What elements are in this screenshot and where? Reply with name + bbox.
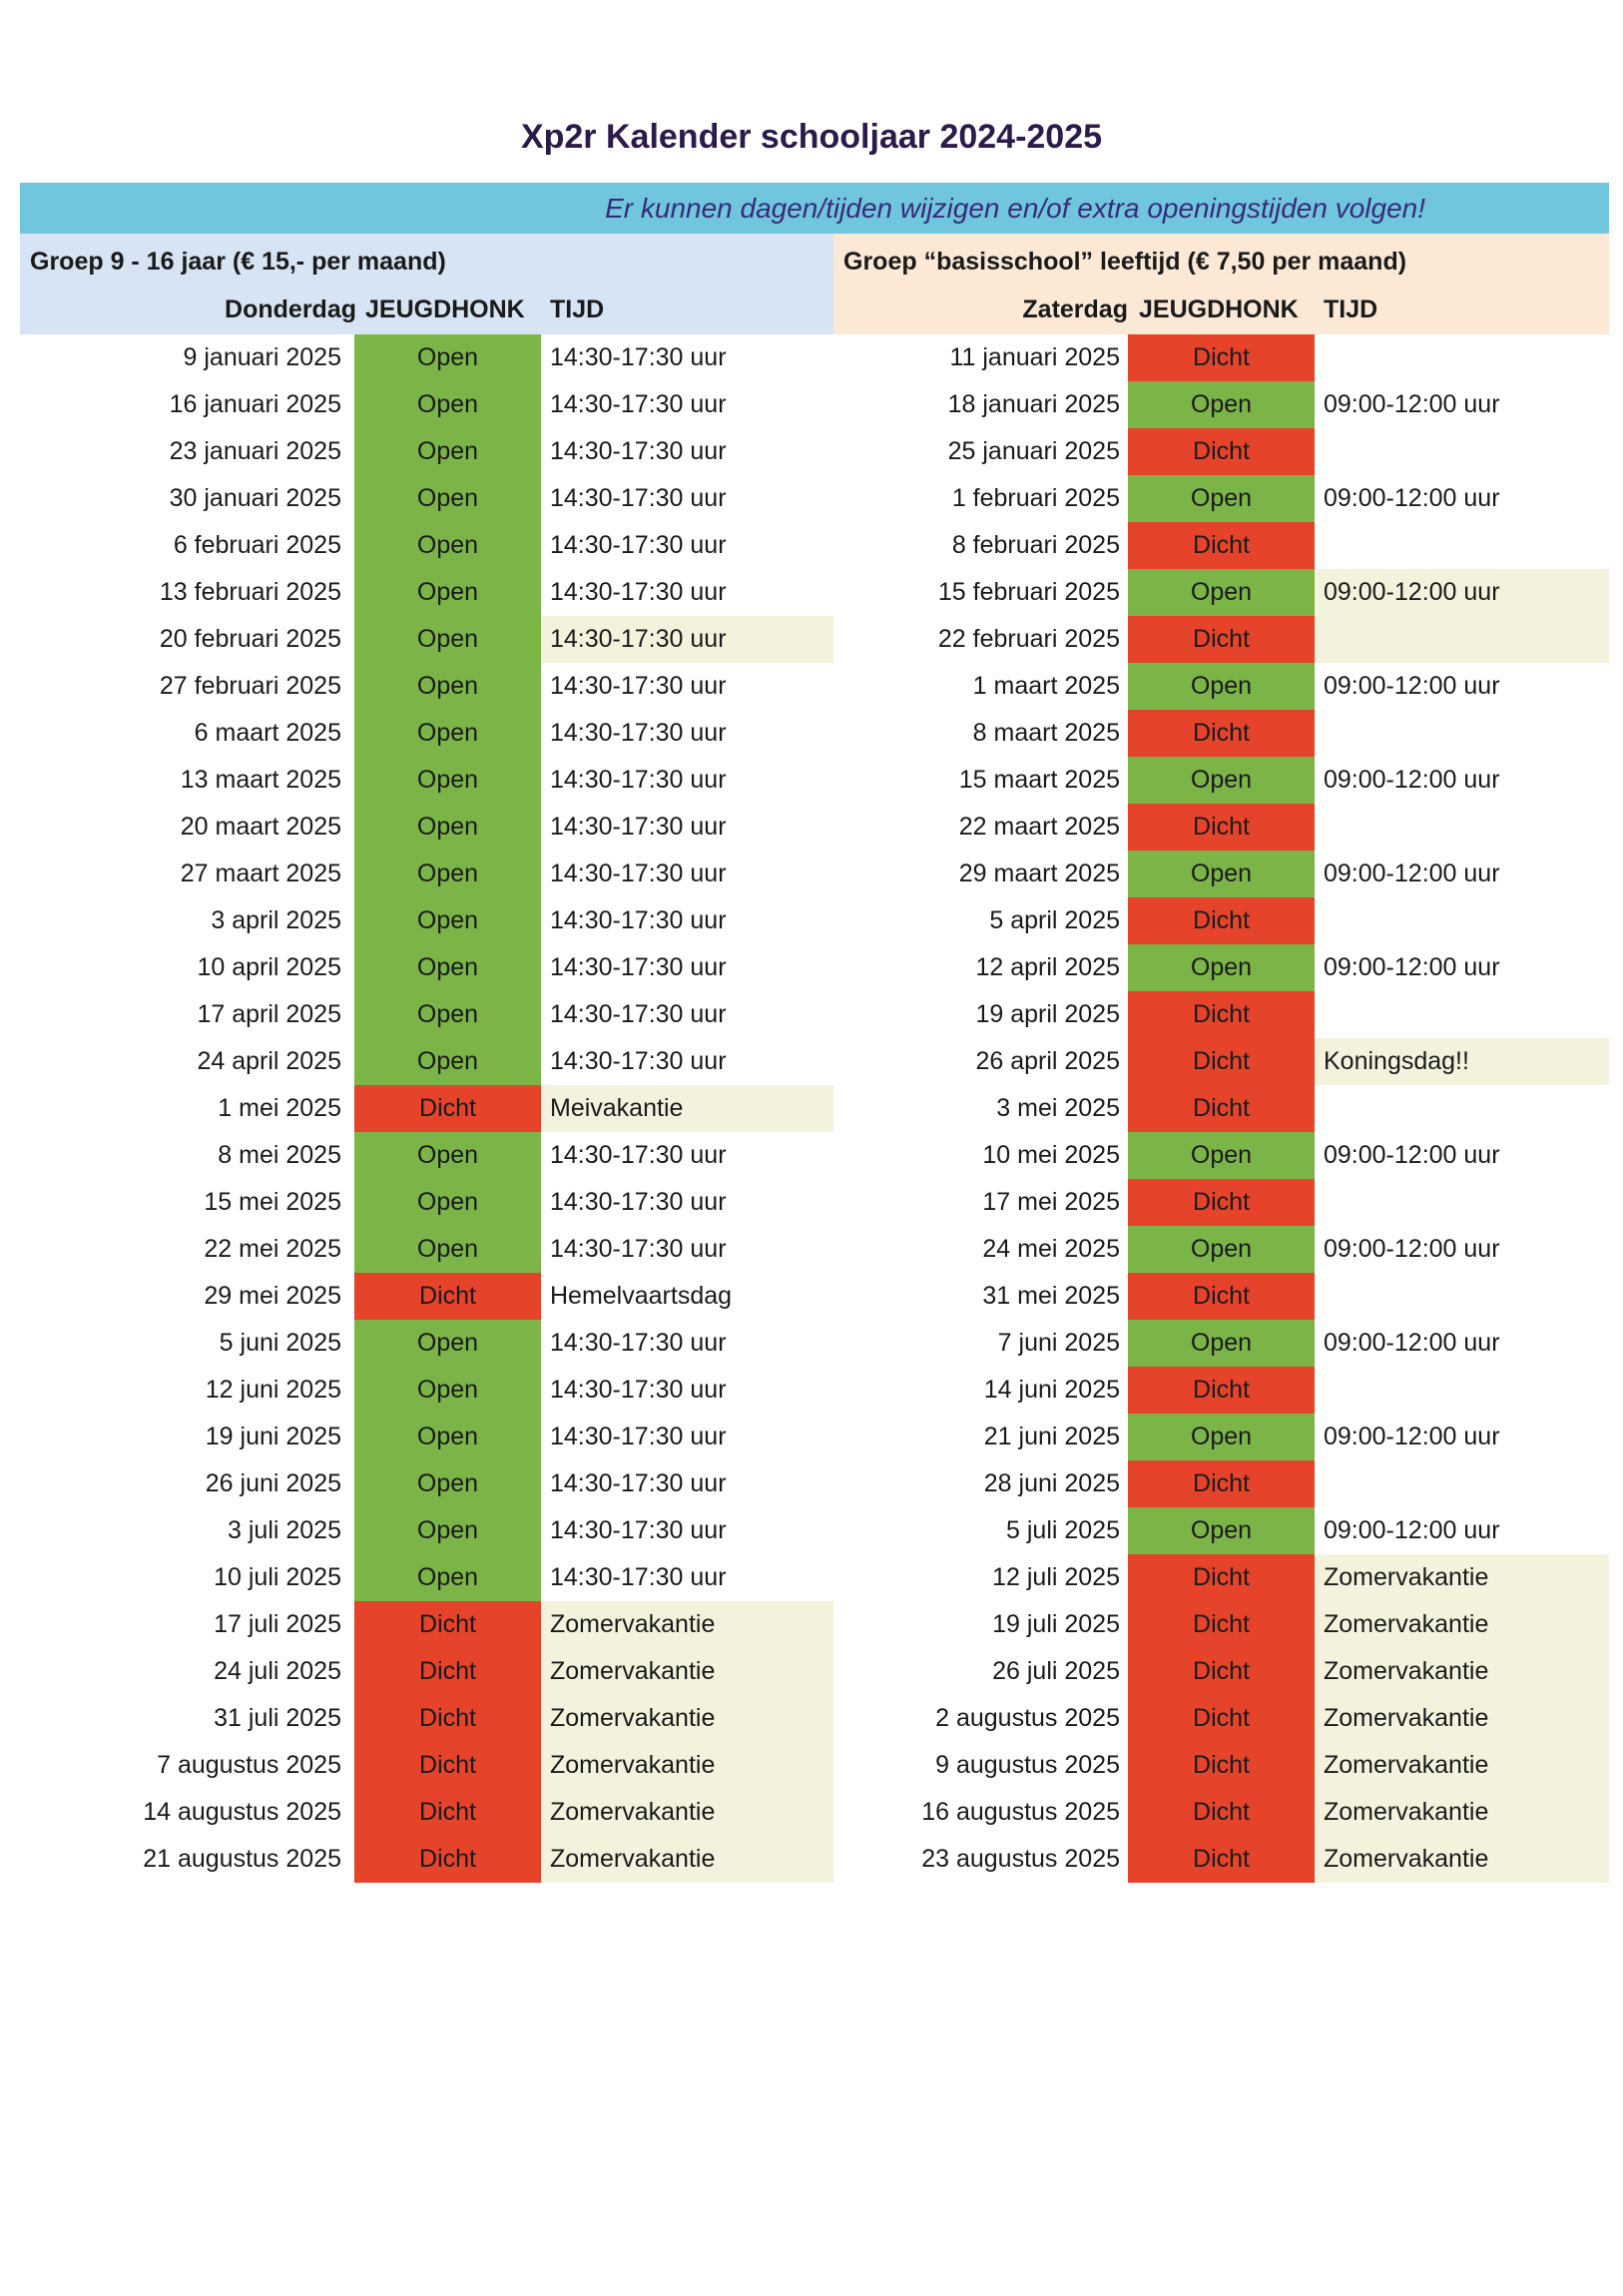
table-row (20, 1507, 833, 1554)
table-row (833, 1648, 1609, 1695)
time-note-cell: Zomervakantie (541, 1836, 833, 1883)
status-badge: Open (354, 1179, 541, 1226)
date-cell: 17 juli 2025 (214, 1610, 341, 1638)
table-row (833, 663, 1609, 710)
date-cell: 10 april 2025 (197, 953, 341, 981)
table-row (833, 1085, 1609, 1132)
date-cell: 17 april 2025 (197, 1000, 341, 1028)
time-note-cell: 14:30-17:30 uur (550, 719, 727, 747)
date-cell: 12 juli 2025 (992, 1563, 1120, 1591)
status-badge: Open (354, 522, 541, 569)
date-cell: 20 februari 2025 (159, 625, 341, 653)
status-badge: Dicht (1128, 428, 1315, 475)
date-cell: 3 juli 2025 (228, 1516, 341, 1544)
date-cell: 15 maart 2025 (958, 766, 1120, 794)
date-cell: 17 mei 2025 (982, 1188, 1120, 1216)
date-cell: 6 maart 2025 (194, 719, 341, 747)
status-badge: Dicht (354, 1085, 541, 1132)
status-badge: Open (354, 381, 541, 428)
date-cell: 15 mei 2025 (204, 1188, 341, 1216)
date-cell: 22 mei 2025 (204, 1235, 341, 1263)
table-row (833, 1179, 1609, 1226)
status-badge: Dicht (1128, 1085, 1315, 1132)
right-day-header: Zaterdag (1022, 295, 1128, 323)
table-row (833, 334, 1609, 381)
time-note-cell: 14:30-17:30 uur (550, 672, 727, 700)
time-note-cell: 14:30-17:30 uur (550, 1376, 727, 1404)
time-note-cell: 09:00-12:00 uur (1324, 1235, 1500, 1263)
status-badge: Open (354, 1367, 541, 1414)
status-badge: Open (1128, 944, 1315, 991)
table-row (833, 381, 1609, 428)
time-note-cell: 09:00-12:00 uur (1324, 1141, 1500, 1169)
table-row (20, 757, 833, 804)
time-note-cell: Zomervakantie (1315, 1601, 1609, 1648)
date-cell: 8 maart 2025 (972, 719, 1120, 747)
status-badge: Open (354, 569, 541, 616)
time-note-cell: 09:00-12:00 uur (1324, 1423, 1500, 1450)
time-note-cell: 09:00-12:00 uur (1324, 1329, 1500, 1357)
time-note-cell: Koningsdag!! (1315, 1038, 1609, 1085)
table-row (20, 851, 833, 897)
left-schedule-table (20, 334, 833, 1883)
notice-text: Er kunnen dagen/tijden wijzigen en/of extra openingstijden volgen! (605, 192, 1425, 224)
time-note-cell (1315, 1460, 1609, 1507)
date-cell: 5 april 2025 (989, 906, 1120, 934)
table-row (20, 1460, 833, 1507)
table-row (20, 1414, 833, 1460)
status-badge: Open (354, 851, 541, 897)
status-badge: Dicht (354, 1789, 541, 1836)
status-badge: Open (1128, 569, 1315, 616)
time-note-cell: 09:00-12:00 uur (1324, 672, 1500, 700)
date-cell: 29 maart 2025 (958, 860, 1120, 887)
time-note-cell (1315, 522, 1609, 569)
status-badge: Open (354, 1507, 541, 1554)
status-badge: Dicht (1128, 991, 1315, 1038)
time-note-cell: 14:30-17:30 uur (550, 1329, 727, 1357)
table-row (20, 991, 833, 1038)
date-cell: 5 juli 2025 (1006, 1516, 1120, 1544)
left-group-title: Groep 9 - 16 jaar (€ 15,- per maand) (30, 248, 446, 276)
time-note-cell (1315, 897, 1609, 944)
time-note-cell: 14:30-17:30 uur (550, 953, 727, 981)
table-row (20, 428, 833, 475)
table-row (20, 1320, 833, 1367)
time-note-cell (1315, 1179, 1609, 1226)
time-note-cell: 09:00-12:00 uur (1324, 484, 1500, 512)
table-row (20, 1085, 833, 1132)
date-cell: 1 maart 2025 (972, 672, 1120, 700)
time-note-cell: Zomervakantie (541, 1648, 833, 1695)
time-note-cell (1315, 334, 1609, 381)
status-badge: Open (354, 663, 541, 710)
table-row (833, 1742, 1609, 1789)
time-note-cell: 14:30-17:30 uur (550, 1000, 727, 1028)
status-badge: Open (354, 944, 541, 991)
date-cell: 31 juli 2025 (214, 1704, 341, 1732)
status-badge: Open (1128, 381, 1315, 428)
date-cell: 19 april 2025 (975, 1000, 1120, 1028)
date-cell: 26 juni 2025 (205, 1469, 341, 1497)
date-cell: 7 augustus 2025 (157, 1751, 341, 1779)
date-cell: 11 januari 2025 (949, 343, 1120, 371)
date-cell: 27 februari 2025 (159, 672, 341, 700)
status-badge: Dicht (1128, 1179, 1315, 1226)
time-note-cell: Zomervakantie (541, 1695, 833, 1742)
status-badge: Open (354, 428, 541, 475)
status-badge: Open (354, 1226, 541, 1273)
table-row (20, 1789, 833, 1836)
status-badge: Dicht (1128, 804, 1315, 851)
status-badge: Dicht (1128, 1695, 1315, 1742)
time-note-cell: Zomervakantie (1315, 1554, 1609, 1601)
status-badge: Open (354, 1132, 541, 1179)
right-time-header: TIJD (1324, 295, 1378, 323)
date-cell: 3 april 2025 (211, 906, 341, 934)
status-badge: Dicht (1128, 1601, 1315, 1648)
status-badge: Open (354, 1414, 541, 1460)
time-note-cell (1315, 991, 1609, 1038)
table-row (833, 1367, 1609, 1414)
table-row (20, 1836, 833, 1883)
table-row (20, 804, 833, 851)
date-cell: 24 april 2025 (197, 1047, 341, 1075)
status-badge: Open (1128, 475, 1315, 522)
date-cell: 6 februari 2025 (173, 531, 341, 559)
time-note-cell: 14:30-17:30 uur (550, 1235, 727, 1263)
table-row (833, 522, 1609, 569)
table-row (20, 616, 833, 663)
right-group-title: Groep “basisschool” leeftijd (€ 7,50 per maand) (843, 248, 1407, 276)
table-row (20, 475, 833, 522)
date-cell: 15 februari 2025 (937, 578, 1120, 606)
time-note-cell: 14:30-17:30 uur (550, 766, 727, 794)
table-row (20, 1742, 833, 1789)
time-note-cell: 14:30-17:30 uur (550, 860, 727, 887)
status-badge: Dicht (354, 1742, 541, 1789)
date-cell: 20 maart 2025 (180, 813, 341, 841)
status-badge: Open (1128, 851, 1315, 897)
table-row (20, 944, 833, 991)
table-row (833, 616, 1609, 663)
time-note-cell: 09:00-12:00 uur (1324, 953, 1500, 981)
time-note-cell: 14:30-17:30 uur (541, 616, 833, 663)
status-badge: Open (1128, 757, 1315, 804)
date-cell: 16 januari 2025 (169, 390, 341, 418)
table-row (20, 522, 833, 569)
status-badge: Open (354, 1320, 541, 1367)
time-note-cell: 14:30-17:30 uur (550, 1141, 727, 1169)
status-badge: Open (354, 1554, 541, 1601)
status-badge: Open (354, 475, 541, 522)
table-row (833, 991, 1609, 1038)
time-note-cell (1315, 616, 1609, 663)
date-cell: 24 juli 2025 (214, 1657, 341, 1685)
time-note-cell: 09:00-12:00 uur (1315, 569, 1609, 616)
status-badge: Dicht (1128, 1648, 1315, 1695)
status-badge: Open (1128, 1320, 1315, 1367)
date-cell: 24 mei 2025 (982, 1235, 1120, 1263)
date-cell: 2 augustus 2025 (935, 1704, 1120, 1732)
table-row (833, 1132, 1609, 1179)
date-cell: 29 mei 2025 (204, 1282, 341, 1310)
status-badge: Dicht (1128, 1460, 1315, 1507)
table-row (833, 1836, 1609, 1883)
date-cell: 5 juni 2025 (219, 1329, 341, 1357)
date-cell: 27 maart 2025 (180, 860, 341, 887)
right-status-header: JEUGDHONK (1139, 295, 1299, 323)
date-cell: 9 januari 2025 (183, 343, 341, 371)
date-cell: 16 augustus 2025 (921, 1798, 1120, 1826)
date-cell: 19 juli 2025 (992, 1610, 1120, 1638)
status-badge: Open (1128, 1226, 1315, 1273)
table-row (833, 475, 1609, 522)
date-cell: 13 maart 2025 (180, 766, 341, 794)
time-note-cell: 14:30-17:30 uur (550, 531, 727, 559)
table-row (833, 757, 1609, 804)
table-row (20, 1648, 833, 1695)
date-cell: 12 juni 2025 (205, 1376, 341, 1404)
time-note-cell: Zomervakantie (541, 1742, 833, 1789)
time-note-cell: Meivakantie (541, 1085, 833, 1132)
date-cell: 21 augustus 2025 (143, 1845, 341, 1873)
date-cell: 19 juni 2025 (205, 1423, 341, 1450)
status-badge: Dicht (1128, 710, 1315, 757)
table-row (833, 428, 1609, 475)
table-row (20, 1132, 833, 1179)
date-cell: 26 april 2025 (975, 1047, 1120, 1075)
status-badge: Dicht (1128, 616, 1315, 663)
date-cell: 22 maart 2025 (958, 813, 1120, 841)
table-row (20, 381, 833, 428)
time-note-cell (1315, 1085, 1609, 1132)
time-note-cell: 09:00-12:00 uur (1324, 1516, 1500, 1544)
time-note-cell: 14:30-17:30 uur (550, 343, 727, 371)
date-cell: 23 augustus 2025 (921, 1845, 1120, 1873)
date-cell: 8 mei 2025 (218, 1141, 341, 1169)
date-cell: 14 augustus 2025 (143, 1798, 341, 1826)
table-row (833, 1554, 1609, 1601)
table-row (20, 663, 833, 710)
status-badge: Dicht (1128, 1367, 1315, 1414)
status-badge: Dicht (1128, 1742, 1315, 1789)
time-note-cell: Zomervakantie (1315, 1695, 1609, 1742)
table-row (20, 1273, 833, 1320)
table-row (833, 944, 1609, 991)
page-title: Xp2r Kalender schooljaar 2024-2025 (520, 118, 1103, 156)
status-badge: Dicht (354, 1273, 541, 1320)
time-note-cell: Zomervakantie (541, 1789, 833, 1836)
status-badge: Open (354, 334, 541, 381)
left-group-header (20, 234, 833, 334)
status-badge: Dicht (354, 1695, 541, 1742)
date-cell: 28 juni 2025 (983, 1469, 1120, 1497)
table-row (833, 1460, 1609, 1507)
time-note-cell (1315, 710, 1609, 757)
date-cell: 14 juni 2025 (983, 1376, 1120, 1404)
table-row (833, 1695, 1609, 1742)
status-badge: Open (354, 897, 541, 944)
table-row (833, 897, 1609, 944)
table-row (20, 1367, 833, 1414)
status-badge: Open (354, 616, 541, 663)
table-row (833, 1789, 1609, 1836)
date-cell: 22 februari 2025 (937, 625, 1120, 653)
status-badge: Open (1128, 1414, 1315, 1460)
table-row (833, 710, 1609, 757)
time-note-cell: 14:30-17:30 uur (550, 578, 727, 606)
date-cell: 13 februari 2025 (159, 578, 341, 606)
table-row (20, 897, 833, 944)
date-cell: 21 juni 2025 (983, 1423, 1120, 1450)
status-badge: Dicht (1128, 897, 1315, 944)
status-badge: Dicht (1128, 1273, 1315, 1320)
table-row (833, 1507, 1609, 1554)
date-cell: 8 februari 2025 (951, 531, 1120, 559)
time-note-cell (1315, 804, 1609, 851)
table-row (833, 1038, 1609, 1085)
time-note-cell: 14:30-17:30 uur (550, 437, 727, 465)
date-cell: 18 januari 2025 (947, 390, 1120, 418)
date-cell: 12 april 2025 (975, 953, 1120, 981)
date-cell: 26 juli 2025 (992, 1657, 1120, 1685)
table-row (20, 569, 833, 616)
date-cell: 1 mei 2025 (218, 1094, 341, 1122)
status-badge: Dicht (1128, 522, 1315, 569)
time-note-cell: 14:30-17:30 uur (550, 1516, 727, 1544)
status-badge: Dicht (1128, 334, 1315, 381)
status-badge: Open (354, 991, 541, 1038)
status-badge: Open (1128, 663, 1315, 710)
time-note-cell (1315, 1367, 1609, 1414)
table-row (20, 1038, 833, 1085)
status-badge: Open (354, 1460, 541, 1507)
table-row (833, 851, 1609, 897)
date-cell: 7 juni 2025 (997, 1329, 1120, 1357)
status-badge: Dicht (354, 1601, 541, 1648)
time-note-cell: Zomervakantie (541, 1601, 833, 1648)
left-time-header: TIJD (550, 295, 605, 323)
time-note-cell: Zomervakantie (1315, 1789, 1609, 1836)
time-note-cell: 09:00-12:00 uur (1324, 766, 1500, 794)
left-status-header: JEUGDHONK (365, 295, 525, 323)
time-note-cell: Zomervakantie (1315, 1836, 1609, 1883)
time-note-cell: 14:30-17:30 uur (550, 390, 727, 418)
status-badge: Dicht (1128, 1554, 1315, 1601)
status-badge: Dicht (1128, 1038, 1315, 1085)
date-cell: 25 januari 2025 (947, 437, 1120, 465)
table-row (833, 1601, 1609, 1648)
status-badge: Dicht (1128, 1836, 1315, 1883)
status-badge: Open (1128, 1132, 1315, 1179)
date-cell: 3 mei 2025 (996, 1094, 1120, 1122)
date-cell: 10 juli 2025 (214, 1563, 341, 1591)
table-row (833, 1414, 1609, 1460)
time-note-cell (1315, 1273, 1609, 1320)
time-note-cell: 14:30-17:30 uur (550, 484, 727, 512)
status-badge: Dicht (1128, 1789, 1315, 1836)
date-cell: 30 januari 2025 (169, 484, 341, 512)
time-note-cell: 09:00-12:00 uur (1324, 860, 1500, 887)
time-note-cell: Zomervakantie (1315, 1648, 1609, 1695)
status-badge: Dicht (354, 1836, 541, 1883)
date-cell: 31 mei 2025 (982, 1282, 1120, 1310)
time-note-cell: 14:30-17:30 uur (550, 1188, 727, 1216)
time-note-cell: 14:30-17:30 uur (550, 1047, 727, 1075)
date-cell: 1 februari 2025 (951, 484, 1120, 512)
date-cell: 23 januari 2025 (169, 437, 341, 465)
left-day-header: Donderdag (225, 295, 356, 323)
table-row (833, 1226, 1609, 1273)
table-row (833, 1320, 1609, 1367)
date-cell: 10 mei 2025 (982, 1141, 1120, 1169)
status-badge: Dicht (354, 1648, 541, 1695)
time-note-cell: Hemelvaartsdag (550, 1282, 733, 1310)
table-row (20, 1601, 833, 1648)
table-row (20, 1695, 833, 1742)
table-row (833, 569, 1609, 616)
time-note-cell (1315, 428, 1609, 475)
time-note-cell: 14:30-17:30 uur (550, 1469, 727, 1497)
time-note-cell: 14:30-17:30 uur (550, 1423, 727, 1450)
table-row (20, 710, 833, 757)
table-row (833, 1273, 1609, 1320)
table-row (20, 1226, 833, 1273)
time-note-cell: 09:00-12:00 uur (1324, 390, 1500, 418)
time-note-cell: 14:30-17:30 uur (550, 813, 727, 841)
right-group-header (833, 234, 1609, 334)
right-schedule-table (833, 334, 1609, 1883)
status-badge: Open (354, 804, 541, 851)
status-badge: Open (354, 1038, 541, 1085)
status-badge: Open (1128, 1507, 1315, 1554)
status-badge: Open (354, 710, 541, 757)
table-row (20, 1179, 833, 1226)
time-note-cell: 14:30-17:30 uur (550, 906, 727, 934)
status-badge: Open (354, 757, 541, 804)
time-note-cell: 14:30-17:30 uur (550, 1563, 727, 1591)
table-row (833, 804, 1609, 851)
table-row (20, 1554, 833, 1601)
notice-banner (20, 183, 1609, 234)
time-note-cell: Zomervakantie (1315, 1742, 1609, 1789)
date-cell: 9 augustus 2025 (935, 1751, 1120, 1779)
table-row (20, 334, 833, 381)
